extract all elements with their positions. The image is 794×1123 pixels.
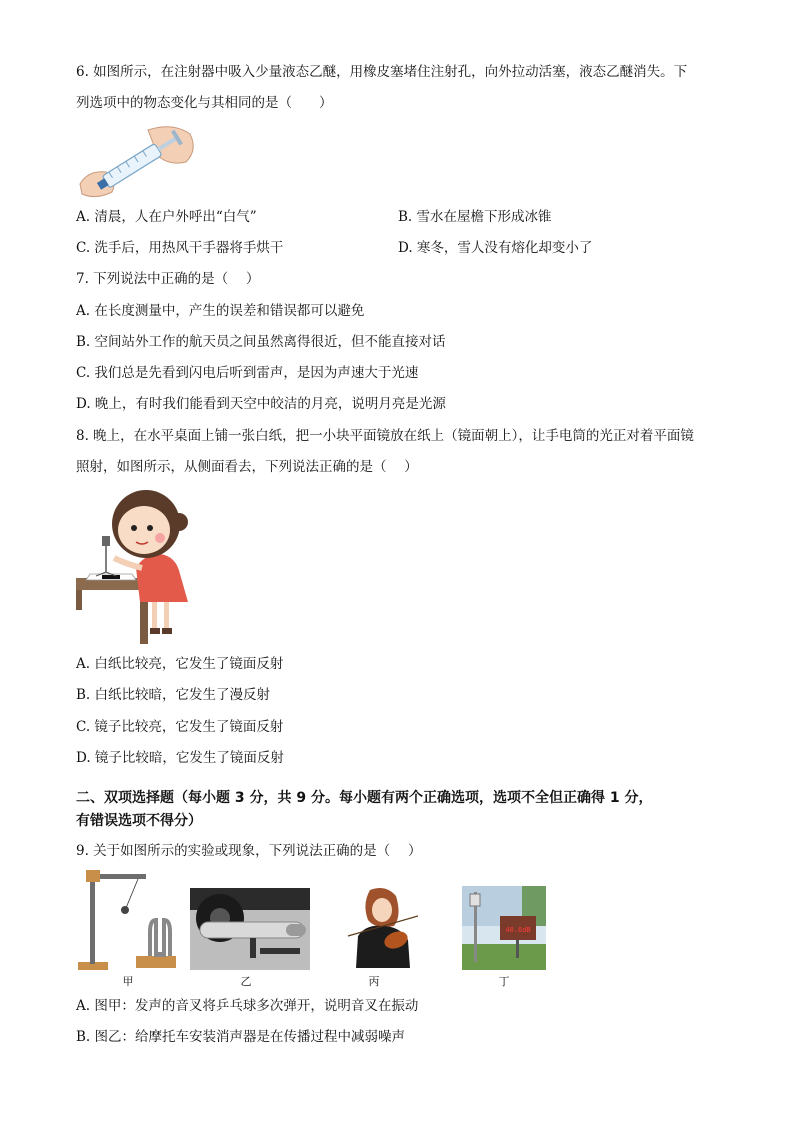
q6-option-c[interactable]: C. 洗手后，用热风干手器将手烘干 xyxy=(76,240,284,256)
caption-yi: 乙 xyxy=(240,975,252,988)
caption-bing: 丙 xyxy=(368,975,380,988)
q8-option-a[interactable]: A. 白纸比较亮，它发生了镜面反射 xyxy=(76,656,284,672)
violin-player-photo xyxy=(346,886,418,968)
section2-heading-line1: 二、双项选择题（每小题 3 分，共 9 分。每小题有两个正确选项，选项不全但正确得 1 分， xyxy=(76,790,653,806)
q7-option-d[interactable]: D. 晚上，有时我们能看到天空中皎洁的月亮，说明月亮是光源 xyxy=(76,396,446,412)
q6-option-b[interactable]: B. 雪水在屋檐下形成冰锥 xyxy=(398,209,552,225)
q7-option-a[interactable]: A. 在长度测量中，产生的误差和错误都可以避免 xyxy=(76,303,365,319)
q6-option-d[interactable]: D. 寒冬，雪人没有熔化却变小了 xyxy=(398,240,593,256)
noise-monitor-photo xyxy=(462,886,546,970)
section2-heading-line2: 有错误选项不得分） xyxy=(76,813,202,829)
noise-monitor-reading: 40.6dB xyxy=(505,926,531,934)
q8-stem-line2: 照射，如图所示，从侧面看去，下列说法正确的是（ ） xyxy=(76,459,418,475)
q9-option-b[interactable]: B. 图乙：给摩托车安装消声器是在传播过程中减弱噪声 xyxy=(76,1029,406,1045)
syringe-figure xyxy=(78,122,198,200)
girl-flashlight-figure xyxy=(76,484,196,644)
q6-stem-line1: 6. 如图所示，在注射器中吸入少量液态乙醚，用橡皮塞堵住注射孔，向外拉动活塞，液态乙醚消失。下 xyxy=(76,64,688,80)
q6-option-a[interactable]: A. 清晨，人在户外呼出“白气” xyxy=(76,209,257,225)
tuning-fork-figure xyxy=(78,870,178,972)
q9-stem: 9. 关于如图所示的实验或现象，下列说法正确的是（ ） xyxy=(76,843,422,859)
q7-stem: 7. 下列说法中正确的是（ ） xyxy=(76,271,260,287)
caption-jia: 甲 xyxy=(122,975,134,988)
q9-option-a[interactable]: A. 图甲：发声的音叉将乒乓球多次弹开，说明音叉在振动 xyxy=(76,998,419,1014)
q8-option-c[interactable]: C. 镜子比较亮，它发生了镜面反射 xyxy=(76,719,284,735)
q7-option-b[interactable]: B. 空间站外工作的航天员之间虽然离得很近，但不能直接对话 xyxy=(76,334,446,350)
caption-ding: 丁 xyxy=(498,975,510,988)
q6-stem-line2: 列选项中的物态变化与其相同的是（ ） xyxy=(76,95,333,111)
q7-option-c[interactable]: C. 我们总是先看到闪电后听到雷声，是因为声速大于光速 xyxy=(76,365,419,381)
q8-stem-line1: 8. 晚上，在水平桌面上铺一张白纸，把一小块平面镜放在纸上（镜面朝上），让手电筒的光正对着平面镜 xyxy=(76,428,694,444)
q8-option-b[interactable]: B. 白纸比较暗，它发生了漫反射 xyxy=(76,687,271,703)
muffler-photo xyxy=(190,888,310,970)
q8-option-d[interactable]: D. 镜子比较暗，它发生了镜面反射 xyxy=(76,750,284,766)
